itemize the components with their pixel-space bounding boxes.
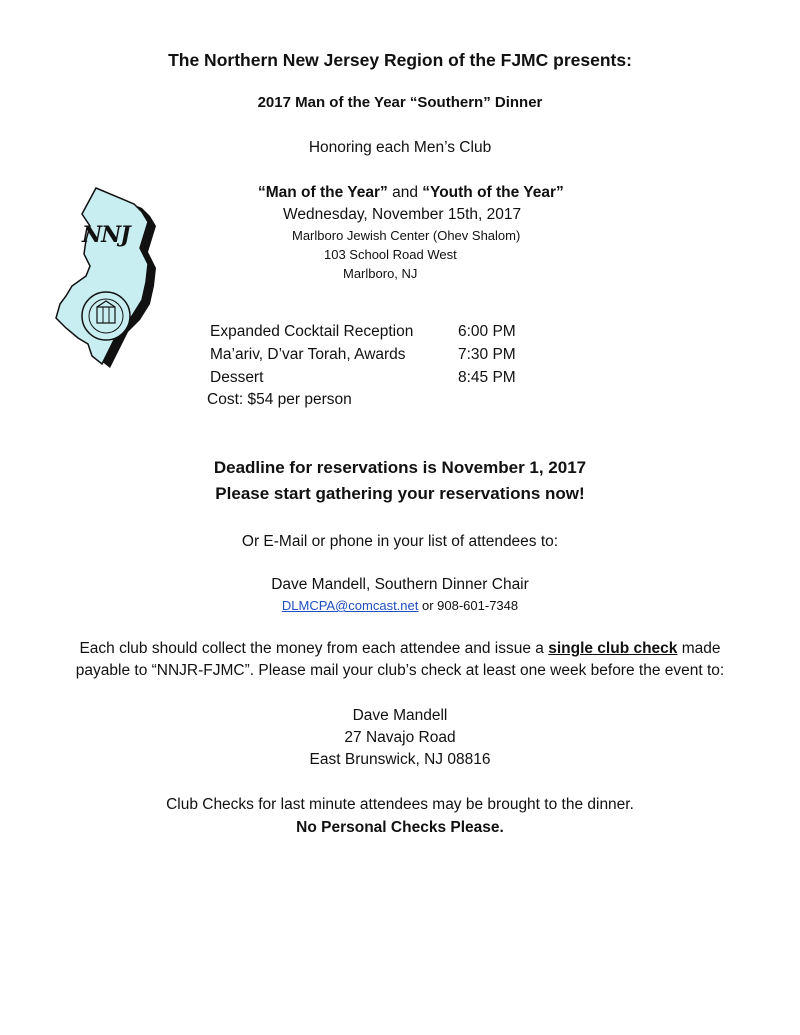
- no-personal-checks: No Personal Checks Please.: [296, 819, 504, 836]
- schedule-label: Expanded Cocktail Reception: [210, 323, 414, 340]
- gather-reservations-line: Please start gathering your reservations now!: [215, 484, 585, 503]
- presents-heading: The Northern New Jersey Region of the FJMC presents:: [168, 50, 632, 70]
- email-link[interactable]: DLMCPA@comcast.net: [281, 598, 419, 613]
- contact-intro: Or E-Mail or phone in your list of attendees to:: [241, 533, 559, 550]
- event-title: 2017 Man of the Year “Southern” Dinner: [257, 94, 543, 111]
- mail-city: East Brunswick, NJ 08816: [309, 751, 491, 768]
- event-venue: Marlboro Jewish Center (Ohev Shalom): [292, 228, 521, 243]
- new-jersey-map-icon: [52, 178, 164, 370]
- honoring-line: Honoring each Men’s Club: [308, 139, 492, 156]
- schedule-time: 6:00 PM: [458, 323, 516, 340]
- schedule-row: [210, 323, 530, 341]
- mail-street: 27 Navajo Road: [344, 729, 456, 746]
- payment-line-1: [0, 640, 800, 658]
- logo-initials: NNJ: [82, 222, 130, 248]
- schedule-label: Ma’ariv, D’var Torah, Awards: [210, 346, 406, 363]
- phone-text: or 908-601-7348: [418, 598, 519, 613]
- payment-line-2: payable to “NNJR-FJMC”. Please mail your club’s check at least one week before the event to:: [75, 662, 725, 679]
- schedule-time: 7:30 PM: [458, 346, 516, 363]
- schedule-label: Dessert: [210, 369, 264, 386]
- event-city: Marlboro, NJ: [343, 266, 418, 281]
- schedule-row: [210, 346, 530, 364]
- single-club-check: single club check: [548, 640, 678, 657]
- payment-text-end: made: [677, 640, 721, 657]
- payment-text: Each club should collect the money from each attendee and issue a: [79, 640, 549, 657]
- contact-email-phone: [0, 598, 800, 613]
- mail-name: Dave Mandell: [352, 707, 448, 724]
- honors-and: and: [387, 184, 423, 201]
- youth-of-year: “Youth of the Year”: [422, 184, 564, 201]
- cost-line: Cost: $54 per person: [207, 391, 352, 408]
- nnj-logo: [52, 178, 164, 370]
- late-checks-note: Club Checks for last minute attendees may be brought to the dinner.: [166, 796, 634, 813]
- man-of-year: “Man of the Year”: [258, 184, 388, 201]
- schedule-time: 8:45 PM: [458, 369, 516, 386]
- event-date: Wednesday, November 15th, 2017: [283, 206, 522, 223]
- contact-name: Dave Mandell, Southern Dinner Chair: [271, 576, 529, 593]
- honors-line: [258, 184, 564, 202]
- schedule-row: [210, 369, 530, 387]
- deadline-line: Deadline for reservations is November 1, 2017: [213, 458, 587, 477]
- event-street: 103 School Road West: [324, 247, 457, 262]
